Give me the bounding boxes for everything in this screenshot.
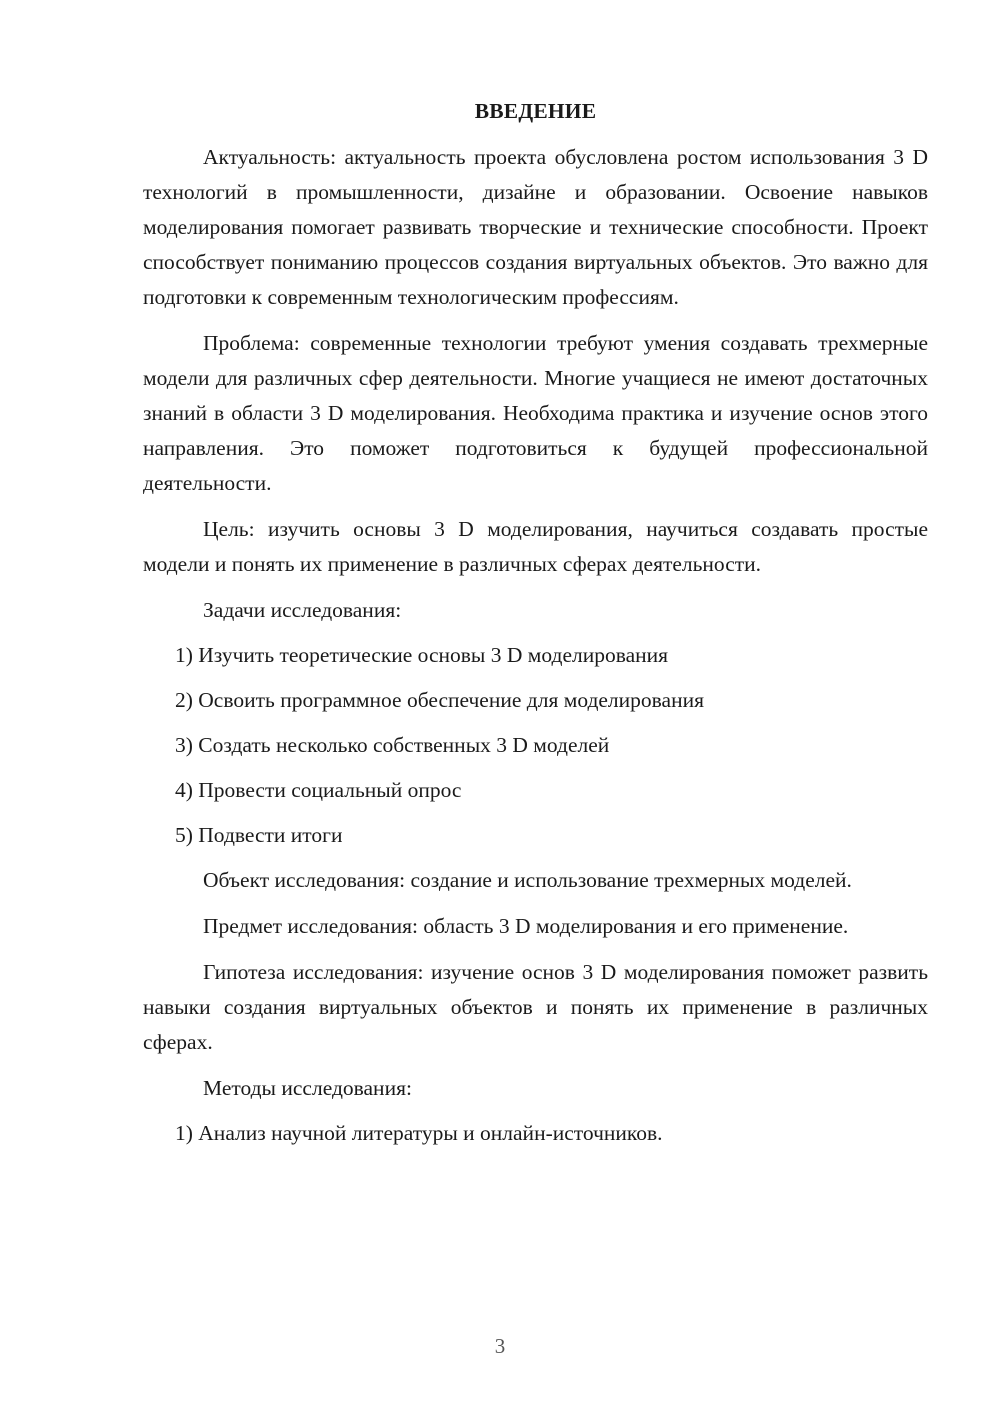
section-heading: ВВЕДЕНИЕ: [474, 99, 597, 123]
object-paragraph: Объект исследования: создание и использование трехмерных моделей.: [203, 868, 852, 892]
methods-list: [143, 1116, 928, 1151]
list-item: 5) Подвести итоги: [175, 823, 343, 847]
list-item: 4) Провести социальный опрос: [175, 778, 462, 802]
list-item: 3) Создать несколько собственных 3 D моделей: [175, 733, 610, 757]
document-page: [143, 96, 928, 1161]
hypothesis-paragraph: Гипотеза исследования: изучение основ 3 D моделирования поможет развить навыки создания виртуальных объектов и понять их применение в различных сферах.: [143, 960, 928, 1054]
list-item: 1) Изучить теоретические основы 3 D моделирования: [175, 643, 669, 667]
tasks-label: Задачи исследования:: [203, 598, 402, 622]
tasks-list: [143, 638, 928, 853]
list-item: 1) Анализ научной литературы и онлайн-источников.: [175, 1121, 663, 1145]
relevance-paragraph: Актуальность: актуальность проекта обусловлена ростом использования 3 D технологий в промышленности, дизайне и образовании. Освоение навыков моделирования помогает развивать творческие и технические способности. Проект способствует пониманию процессов создания виртуальных объектов. Это важно для подготовки к современным технологическим профессиям.: [143, 145, 928, 309]
goal-paragraph: Цель: изучить основы 3 D моделирования, научиться создавать простые модели и понять их применение в различных сферах деятельности.: [143, 517, 928, 576]
page-number: 3: [494, 1334, 506, 1358]
list-item: 2) Освоить программное обеспечение для моделирования: [175, 688, 704, 712]
subject-paragraph: Предмет исследования: область 3 D моделирования и его применение.: [203, 914, 849, 938]
methods-label: Методы исследования:: [203, 1076, 412, 1100]
problem-paragraph: Проблема: современные технологии требуют умения создавать трехмерные модели для различных сфер деятельности. Многие учащиеся не имеют достаточных знаний в области 3 D моделирования. Необходима практика и изучение основ этого направления. Это поможет подготовиться к будущей профессиональной деятельности.: [143, 331, 928, 495]
